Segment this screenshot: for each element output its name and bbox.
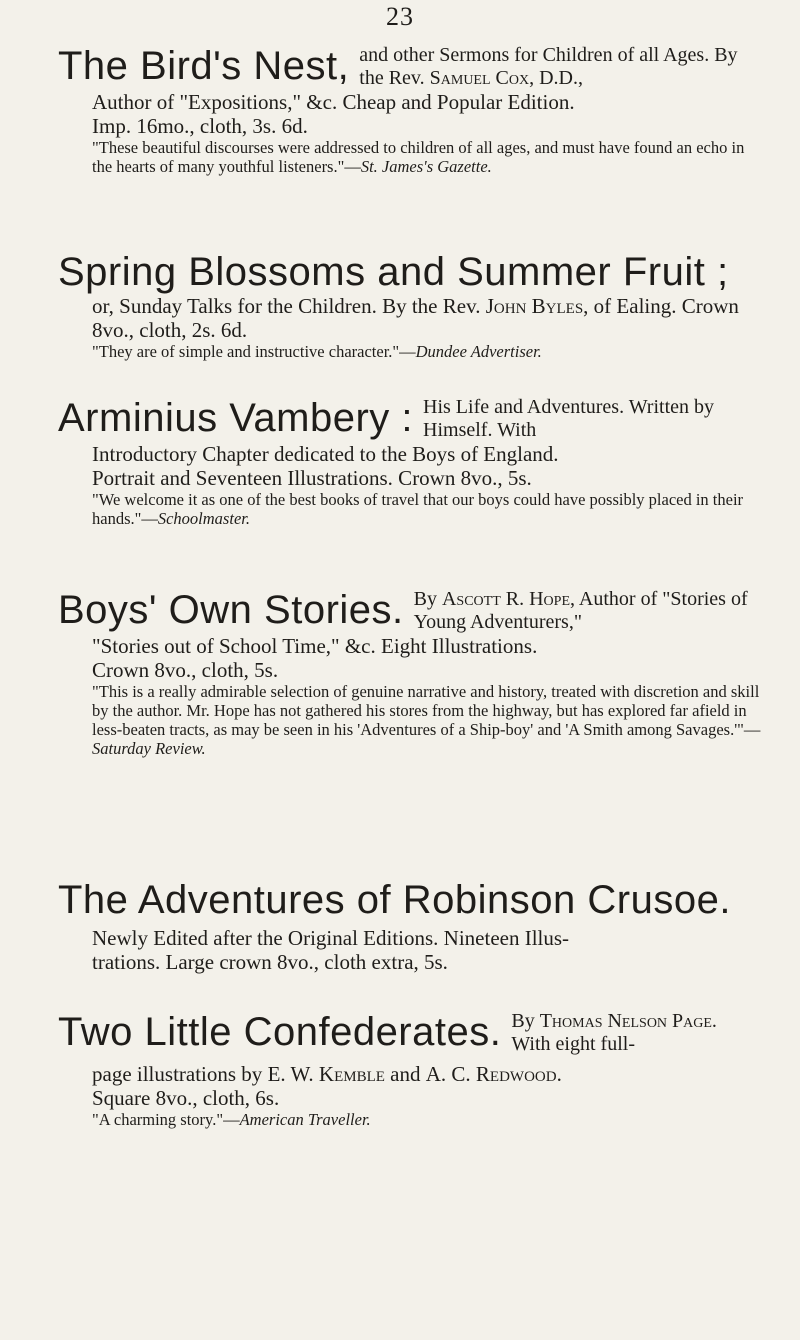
review-source: Saturday Review. (92, 739, 206, 758)
entry-two-little-confederates (58, 1010, 764, 1129)
entry-arminius-vambery (58, 396, 764, 528)
entry-description: His Life and Adventures. Written by Himself. With (423, 396, 715, 441)
entry-boys-own-stories (58, 588, 764, 758)
entry-description: and (390, 1062, 421, 1086)
review-source: American Traveller. (239, 1110, 371, 1129)
entry-author: John Byles, (485, 294, 589, 318)
page-number: 23 (386, 2, 414, 31)
entry-detail-line: Imp. 16mo., cloth, 3s. 6d. (92, 114, 308, 138)
entry-title: Arminius Vambery : (58, 396, 414, 440)
review-text: "These beautiful discourses were addressed to children of all ages, and must have found an echo in the hearts of many youthful listeners." (92, 138, 745, 176)
review-source: Dundee Advertiser. (415, 342, 542, 361)
review-text: "They are of simple and instructive character." (92, 342, 400, 361)
entry-detail-line: Introductory Chapter dedicated to the Boys of England. (92, 442, 559, 466)
entry-title: The Bird's Nest, (58, 44, 350, 88)
entry-review-quote: "We welcome it as one of the best books of travel that our boys could have possibly placed in their hands."—Schoolmaster. (92, 490, 744, 528)
entry-detail-line: Square 8vo., cloth, 6s. (92, 1086, 280, 1110)
review-text: "This is a really admirable selection of genuine narrative and history, treated with discretion and skill by the author. Mr. Hope has not gathered his stores from the highway, but has explored far afield in less-beaten tracts, as may be seen in his 'Adventures of a Ship-boy' and 'A Smith among Savages.'" (92, 682, 760, 739)
entry-description: By (413, 588, 437, 610)
entry-review-quote: "A charming story."—American Traveller. (92, 1110, 371, 1129)
entry-title: The Adventures of Robinson Crusoe. (58, 878, 731, 922)
entry-title: Boys' Own Stories. (58, 588, 404, 632)
entry-detail-line: Portrait and Seventeen Illustrations. Crown 8vo., 5s. (92, 466, 532, 490)
entry-detail-line: Newly Edited after the Original Editions. Nineteen Illus- (92, 926, 570, 950)
entry-spring-blossoms (58, 250, 764, 361)
entry-description: page illustrations by (92, 1062, 263, 1086)
review-text: "A charming story." (92, 1110, 224, 1129)
entry-detail-line: Crown 8vo., cloth, 5s. (92, 658, 279, 682)
review-source: St. James's Gazette. (360, 157, 492, 176)
entry-detail-line (58, 294, 764, 342)
entry-description: By (511, 1010, 535, 1032)
entry-title: Two Little Confederates. (58, 1010, 502, 1054)
entry-description: Author of "Stories of Young Adventurers," (413, 588, 748, 633)
entry-author: Ascott R. Hope, (441, 588, 575, 610)
entry-description: or, Sunday Talks for the Children. By the Rev. (92, 294, 481, 318)
entry-description: and other Sermons for Children of all Ages. By the Rev. (359, 44, 738, 89)
entry-birds-nest (58, 44, 764, 176)
entry-detail-line: Author of "Expositions," &c. Cheap and Popular Edition. (92, 90, 575, 114)
entry-illustrator: A. C. Redwood. (425, 1062, 562, 1086)
entry-review-quote: "They are of simple and instructive character."—Dundee Advertiser. (92, 342, 542, 361)
entry-description: of Ealing. Crown 8vo., cloth, 2s. 6d. (92, 294, 739, 342)
review-source: Schoolmaster. (157, 509, 250, 528)
review-text: "We welcome it as one of the best books of travel that our boys could have possibly placed in their hands." (92, 490, 744, 528)
entry-title: Spring Blossoms and Summer Fruit ; (58, 250, 729, 294)
entry-author: Samuel Cox, D.D., (429, 67, 583, 89)
entry-review-quote: "These beautiful discourses were addressed to children of all ages, and must have found an echo in the hearts of many youthful listeners."—St. James's Gazette. (92, 138, 745, 176)
entry-description: With eight full- (511, 1033, 635, 1055)
entry-illustrator: E. W. Kemble (267, 1062, 385, 1086)
entry-robinson-crusoe (58, 878, 764, 974)
entry-review-quote: "This is a really admirable selection of genuine narrative and history, treated with discretion and skill by the author. Mr. Hope has not gathered his stores from the highway, but has explored far afield in less-beaten tracts, as may be seen in his 'Adventures of a Ship-boy' and 'A Smith among Savages.'"—Saturday Review. (92, 682, 761, 758)
entry-author: Thomas Nelson Page. (539, 1010, 717, 1032)
entry-detail-line: "Stories out of School Time," &c. Eight Illustrations. (92, 634, 538, 658)
entry-detail-line: trations. Large crown 8vo., cloth extra, 5s. (92, 950, 448, 974)
entry-detail-line (58, 1062, 764, 1086)
